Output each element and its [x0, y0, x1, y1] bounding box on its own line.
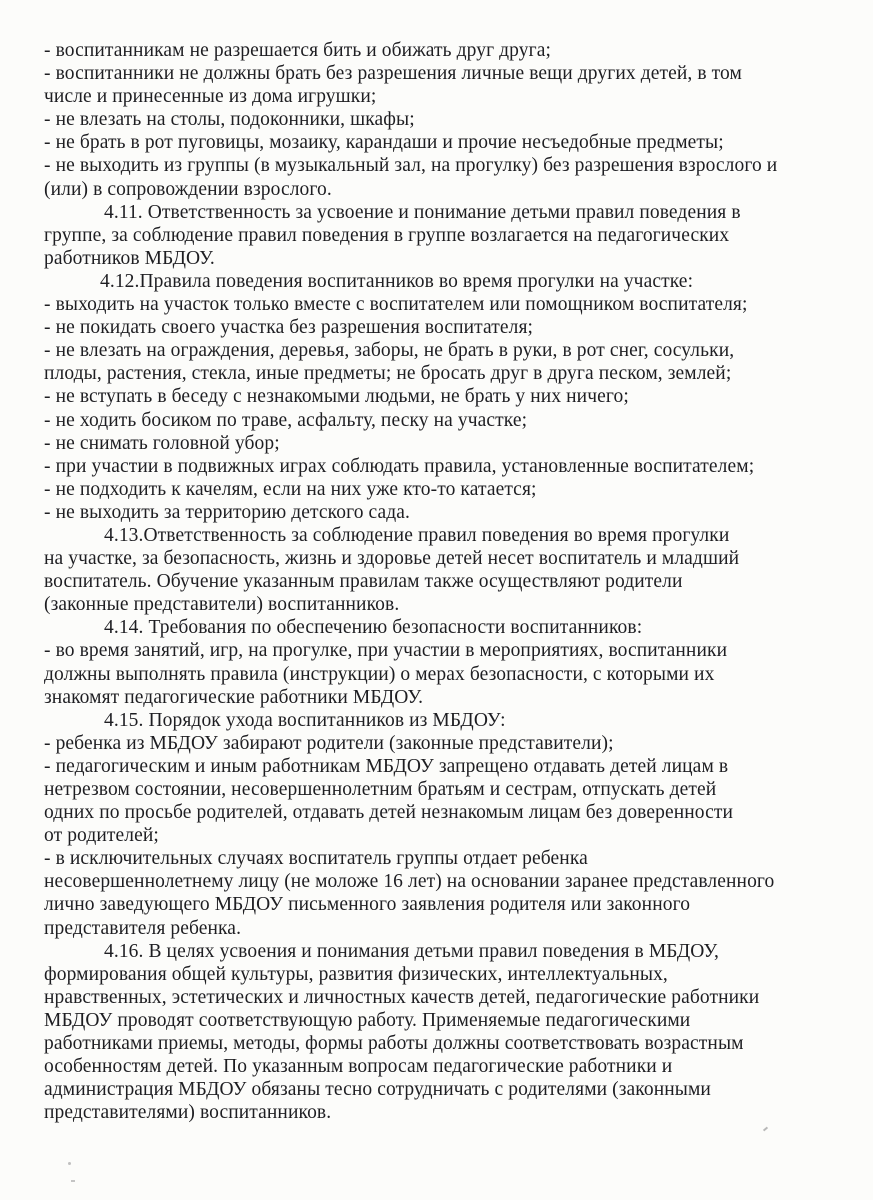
text-line: - не снимать головной убор;: [44, 432, 280, 454]
text-line: - не влезать на ограждения, деревья, заборы, не брать в руки, в рот снег, сосульки,: [44, 340, 735, 362]
text-line: администрация МБДОУ обязаны тесно сотрудничать с родителями (законными: [44, 1079, 711, 1101]
text-line: (или) в сопровождении взрослого.: [44, 178, 332, 200]
text-line: - в исключительных случаях воспитатель группы отдает ребенка: [44, 848, 588, 870]
section-heading-4-16: 4.16. В целях усвоения и понимания детьми правил поведения в МБДОУ,: [104, 940, 720, 962]
section-heading-4-12: 4.12.Правила поведения воспитанников во время прогулки на участке:: [100, 270, 694, 292]
text-line: воспитатель. Обучение указанным правилам также осуществляют родители: [44, 571, 683, 593]
text-line: нетрезвом состоянии, несовершеннолетним братьям и сестрам, отпускать детей: [44, 779, 717, 800]
text-line: - ребенка из МБДОУ забирают родители (законные представители);: [44, 732, 614, 754]
text-line: - не выходить из группы (в музыкальный зал, на прогулку) без разрешения взрослого и: [44, 155, 778, 177]
section-heading-4-14: 4.14. Требования по обеспечению безопасности воспитанников:: [104, 617, 643, 639]
text-line: представителя ребенка.: [44, 917, 242, 939]
text-line: МБДОУ проводят соответствующую работу. Применяемые педагогическими: [44, 1009, 691, 1031]
text-line: лично заведующего МБДОУ письменного заявления родителя или законного: [44, 894, 691, 916]
text-line: представителями) воспитанников.: [44, 1102, 332, 1124]
section-heading-4-13: 4.13.Ответственность за соблюдение правил поведения во время прогулки: [104, 524, 730, 546]
text-line: - не влезать на столы, подоконники, шкафы;: [44, 109, 415, 131]
text-line: - не выходить за территорию детского сада.: [44, 501, 411, 523]
text-line: - педагогическим и иным работникам МБДОУ запрещено отдавать детей лицам в: [44, 755, 729, 777]
section-heading-4-15: 4.15. Порядок ухода воспитанников из МБДОУ:: [104, 709, 506, 731]
text-line: - воспитанники не должны брать без разрешения личные вещи других детей, в том: [44, 63, 742, 85]
text-line: группе, за соблюдение правил поведения в группе возлагается на педагогических: [44, 224, 730, 246]
text-line: знакомят педагогические работники МБДОУ.: [44, 686, 424, 708]
text-line: работниками приемы, методы, формы работы должны соответствовать возрастным: [44, 1033, 744, 1055]
text-line: - не вступать в беседу с незнакомыми людьми, не брать у них ничего;: [44, 386, 629, 408]
text-line: числе и принесенные из дома игрушки;: [44, 86, 377, 108]
text-line: - не покидать своего участка без разрешения воспитателя;: [44, 317, 534, 339]
scan-speck: [71, 1180, 75, 1182]
scan-speck: [763, 1127, 768, 1132]
text-line: - при участии в подвижных играх соблюдать правила, установленные воспитателем;: [44, 455, 755, 477]
text-line: (законные представители) воспитанников.: [44, 594, 400, 616]
text-line: нравственных, эстетических и личностных качеств детей, педагогические работники: [44, 986, 760, 1008]
text-line: - воспитанникам не разрешается бить и обижать друг друга;: [44, 40, 551, 61]
text-line: - во время занятий, игр, на прогулке, при участии в мероприятиях, воспитанники: [44, 640, 728, 662]
scan-speck: [68, 1162, 71, 1165]
text-line: - не ходить босиком по траве, асфальту, песку на участке;: [44, 409, 528, 431]
text-line: - выходить на участок только вместе с воспитателем или помощником воспитателя;: [44, 294, 748, 316]
text-line: особенностям детей. По указанным вопросам педагогические работники и: [44, 1056, 673, 1078]
text-line: работников МБДОУ.: [44, 247, 215, 269]
text-line: - не брать в рот пуговицы, мозаику, карандаши и прочие несъедобные предметы;: [44, 132, 724, 154]
text-line: от родителей;: [44, 825, 159, 847]
text-line: плоды, растения, стекла, иные предметы; не бросать друг в друга песком, землей;: [44, 363, 732, 385]
text-line: одних по просьбе родителей, отдавать детей незнакомым лицам без доверенности: [44, 802, 734, 824]
text-line: - не подходить к качелям, если на них уже кто-то катается;: [44, 478, 537, 500]
text-line: формирования общей культуры, развития физических, интеллектуальных,: [44, 963, 668, 985]
section-heading-4-11: 4.11. Ответственность за усвоение и понимание детьми правил поведения в: [104, 201, 741, 223]
text-line: несовершеннолетнему лицу (не моложе 16 лет) на основании заранее представленного: [44, 871, 775, 893]
text-line: на участке, за безопасность, жизнь и здоровье детей несет воспитатель и младший: [44, 548, 740, 570]
document-body: [44, 39, 844, 1124]
text-line: должны выполнять правила (инструкции) о мерах безопасности, с которыми их: [44, 663, 715, 685]
